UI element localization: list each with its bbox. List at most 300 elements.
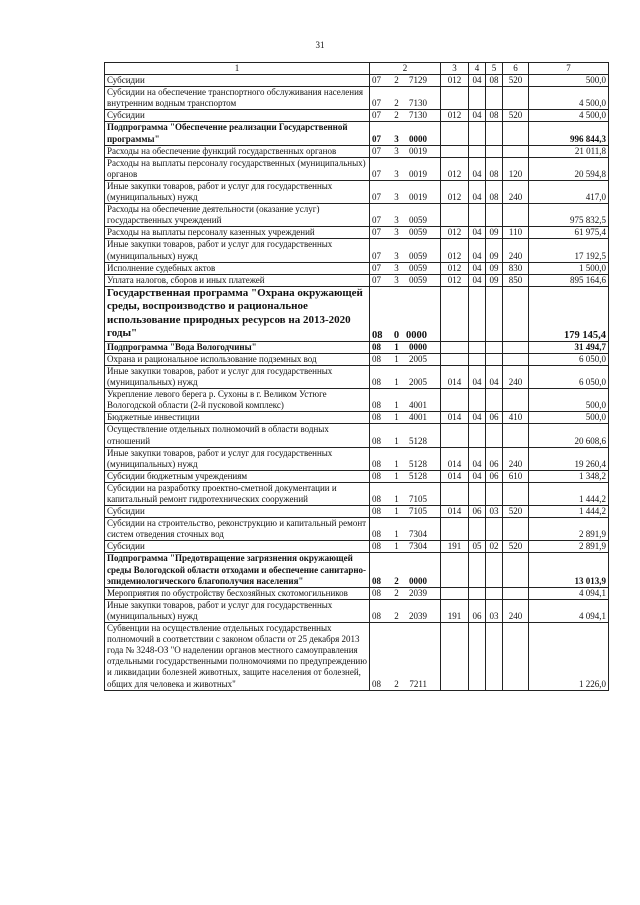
row-vid: [503, 553, 529, 587]
code-item: 0019: [409, 192, 427, 203]
code-program: 08: [372, 400, 381, 411]
table-row: [105, 157, 609, 180]
table-row: [105, 412, 609, 424]
code-program: 07: [372, 215, 381, 226]
code-item: 2005: [409, 353, 427, 364]
row-rz: 04: [469, 180, 486, 203]
table-row: [105, 75, 609, 87]
code-program: 07: [372, 133, 381, 144]
code-item: 0059: [409, 274, 427, 285]
code-program: 07: [372, 274, 381, 285]
row-name: Подпрограмма "Предотвращение загрязнения окружающей среды Вологодской области отходами и обеспечение санитарно-эпидемиологического благополучия населения": [105, 553, 370, 587]
code-item: 2039: [409, 587, 427, 598]
row-name: Охрана и рациональное использование подземных вод: [105, 353, 370, 365]
row-vid: [503, 145, 529, 157]
row-pr: [486, 122, 503, 145]
row-sum: 2 891,9: [529, 518, 609, 541]
table-row: [105, 553, 609, 587]
row-name: Государственная программа "Охрана окружающей среды, воспроизводство и рациональное использование природных ресурсов на 2013-2020 годы": [105, 286, 370, 341]
row-pr: 08: [486, 180, 503, 203]
table-row: [105, 518, 609, 541]
row-rz: 04: [469, 412, 486, 424]
row-vr: 012: [441, 157, 469, 180]
table-row: [105, 587, 609, 599]
code-item: 5128: [409, 435, 427, 446]
code-subprogram: 1: [394, 341, 399, 352]
row-pr: 08: [486, 75, 503, 87]
row-sum: 500,0: [529, 389, 609, 412]
row-sum: 1 226,0: [529, 623, 609, 691]
row-vid: 410: [503, 412, 529, 424]
row-pr: 06: [486, 470, 503, 482]
code-subprogram: 3: [394, 262, 399, 273]
code-subprogram: 2: [394, 75, 399, 86]
row-pr: [486, 518, 503, 541]
row-pr: [486, 353, 503, 365]
row-pr: 09: [486, 227, 503, 239]
code-subprogram: 2: [394, 575, 399, 586]
table-row: [105, 227, 609, 239]
table-body: [105, 75, 609, 691]
row-name: Иные закупки товаров, работ и услуг для государственных (муниципальных) нужд: [105, 447, 370, 470]
row-rz: [469, 587, 486, 599]
row-sum: 61 975,4: [529, 227, 609, 239]
row-pr: 08: [486, 110, 503, 122]
row-sum: 20 594,8: [529, 157, 609, 180]
row-vid: [503, 482, 529, 505]
code-program: 08: [372, 610, 381, 621]
code-item: 4001: [409, 400, 427, 411]
row-code: [370, 599, 441, 622]
table-row: [105, 447, 609, 470]
row-vid: 240: [503, 599, 529, 622]
code-program: 08: [372, 470, 381, 481]
row-vr: [441, 145, 469, 157]
row-code: [370, 470, 441, 482]
row-vr: [441, 587, 469, 599]
code-program: 08: [372, 435, 381, 446]
code-item: 5128: [409, 458, 427, 469]
row-code: [370, 353, 441, 365]
row-vid: [503, 623, 529, 691]
code-item: 0059: [409, 227, 427, 238]
column-header: 5: [486, 63, 503, 75]
code-program: 08: [372, 575, 381, 586]
table-row: [105, 341, 609, 353]
code-item: 7105: [409, 494, 427, 504]
table-row: [105, 506, 609, 518]
table-row: [105, 110, 609, 122]
row-code: [370, 447, 441, 470]
code-program: 07: [372, 192, 381, 203]
code-subprogram: 3: [394, 145, 399, 156]
row-sum: 21 011,8: [529, 145, 609, 157]
row-sum: 4 500,0: [529, 110, 609, 122]
row-code: [370, 587, 441, 599]
row-name: Субсидии: [105, 75, 370, 87]
row-pr: [486, 424, 503, 447]
row-sum: 1 444,2: [529, 506, 609, 518]
row-name: Подпрограмма "Обеспечение реализации Государственной программы": [105, 122, 370, 145]
row-code: [370, 412, 441, 424]
row-vid: 520: [503, 110, 529, 122]
row-rz: 04: [469, 447, 486, 470]
row-vid: [503, 424, 529, 447]
row-rz: [469, 145, 486, 157]
row-rz: 05: [469, 541, 486, 553]
row-name: Иные закупки товаров, работ и услуг для государственных (муниципальных) нужд: [105, 239, 370, 262]
code-program: 07: [372, 168, 381, 179]
table-row: [105, 239, 609, 262]
row-vid: [503, 587, 529, 599]
row-vr: [441, 87, 469, 110]
row-pr: 08: [486, 157, 503, 180]
row-sum: 500,0: [529, 75, 609, 87]
row-vr: [441, 353, 469, 365]
code-subprogram: 2: [394, 110, 399, 121]
row-rz: 04: [469, 110, 486, 122]
row-code: [370, 110, 441, 122]
row-vr: [441, 389, 469, 412]
row-rz: [469, 518, 486, 541]
code-subprogram: 1: [394, 529, 399, 540]
row-vr: 014: [441, 470, 469, 482]
code-item: 0019: [409, 168, 427, 179]
row-vid: 240: [503, 365, 529, 388]
row-pr: [486, 553, 503, 587]
code-subprogram: 1: [394, 435, 399, 446]
code-subprogram: 1: [394, 400, 399, 411]
row-vr: 014: [441, 365, 469, 388]
row-vid: [503, 518, 529, 541]
row-rz: [469, 122, 486, 145]
row-vid: 850: [503, 274, 529, 286]
row-sum: 4 500,0: [529, 87, 609, 110]
row-vid: [503, 389, 529, 412]
table-row: [105, 541, 609, 553]
row-code: [370, 75, 441, 87]
table-row: [105, 389, 609, 412]
row-name: Мероприятия по обустройству бесхозяйных скотомогильников: [105, 587, 370, 599]
row-vr: 191: [441, 541, 469, 553]
row-sum: 6 050,0: [529, 365, 609, 388]
code-subprogram: 1: [394, 494, 399, 504]
code-item: 7304: [409, 529, 427, 540]
table-row: [105, 87, 609, 110]
row-sum: 17 192,5: [529, 239, 609, 262]
row-pr: 09: [486, 239, 503, 262]
code-subprogram: 1: [394, 541, 399, 552]
table-row: [105, 482, 609, 505]
row-vr: [441, 623, 469, 691]
row-vr: [441, 518, 469, 541]
code-program: 08: [372, 377, 381, 388]
row-pr: 09: [486, 262, 503, 274]
row-vr: 012: [441, 262, 469, 274]
code-program: 08: [372, 494, 381, 504]
row-sum: 500,0: [529, 412, 609, 424]
row-vr: 012: [441, 180, 469, 203]
code-program: 07: [372, 250, 381, 261]
row-name: Укрепление левого берега р. Сухоны в г. Великом Устюге Вологодской области (2-й пусковой комплекс): [105, 389, 370, 412]
code-program: 07: [372, 145, 381, 156]
row-name: Расходы на выплаты персоналу казенных учреждений: [105, 227, 370, 239]
row-sum: 996 844,3: [529, 122, 609, 145]
table-row: [105, 599, 609, 622]
row-sum: 417,0: [529, 180, 609, 203]
row-rz: 04: [469, 470, 486, 482]
row-name: Субсидии на строительство, реконструкцию и капитальный ремонт систем отведения сточных вод: [105, 518, 370, 541]
row-name: Субсидии: [105, 506, 370, 518]
code-program: 08: [372, 329, 383, 341]
row-rz: [469, 553, 486, 587]
row-pr: 04: [486, 365, 503, 388]
code-item: 0000: [409, 341, 427, 352]
row-rz: 04: [469, 274, 486, 286]
code-program: 07: [372, 98, 381, 109]
row-rz: [469, 87, 486, 110]
row-vid: [503, 341, 529, 353]
column-header: 1: [105, 63, 370, 75]
code-program: 08: [372, 353, 381, 364]
row-rz: [469, 389, 486, 412]
row-pr: [486, 341, 503, 353]
row-rz: [469, 623, 486, 691]
table-row: [105, 365, 609, 388]
row-rz: [469, 286, 486, 341]
row-pr: [486, 286, 503, 341]
row-vid: 610: [503, 470, 529, 482]
row-rz: [469, 204, 486, 227]
row-vr: 014: [441, 412, 469, 424]
code-item: 5128: [409, 470, 427, 481]
code-item: 4001: [409, 412, 427, 423]
row-vid: 120: [503, 157, 529, 180]
row-pr: [486, 145, 503, 157]
row-code: [370, 482, 441, 505]
row-sum: 2 891,9: [529, 541, 609, 553]
row-pr: 09: [486, 274, 503, 286]
row-sum: 4 094,1: [529, 587, 609, 599]
code-subprogram: 2: [394, 98, 399, 109]
row-vr: 014: [441, 506, 469, 518]
code-program: 07: [372, 110, 381, 121]
row-code: [370, 227, 441, 239]
code-subprogram: 3: [394, 168, 399, 179]
row-pr: 03: [486, 506, 503, 518]
table-row: [105, 424, 609, 447]
row-code: [370, 541, 441, 553]
row-rz: [469, 353, 486, 365]
code-subprogram: 1: [394, 377, 399, 388]
code-subprogram: 3: [394, 133, 399, 144]
table-header: [105, 63, 609, 75]
row-rz: 04: [469, 262, 486, 274]
code-item: 7211: [409, 678, 427, 689]
row-pr: 06: [486, 412, 503, 424]
column-header: 4: [469, 63, 486, 75]
row-pr: [486, 389, 503, 412]
row-code: [370, 274, 441, 286]
row-name: Расходы на обеспечение деятельности (оказание услуг) государственных учреждений: [105, 204, 370, 227]
row-name: Иные закупки товаров, работ и услуг для государственных (муниципальных) нужд: [105, 365, 370, 388]
row-name: Расходы на обеспечение функций государственных органов: [105, 145, 370, 157]
code-program: 08: [372, 529, 381, 540]
column-header: 2: [370, 63, 441, 75]
row-name: Субвенции на осуществление отдельных государственных полномочий в соответствии с законом области от 25 декабря 2013 года № 3248-ОЗ "О наделении органов местного самоуправления отдельными государственными полномочиями по предупреждению и ликвидации болезней животных, защите населения от болезней, общих для человека и животных": [105, 623, 370, 691]
row-sum: 31 494,7: [529, 341, 609, 353]
row-name: Субсидии: [105, 110, 370, 122]
row-pr: [486, 623, 503, 691]
row-sum: 975 832,5: [529, 204, 609, 227]
row-code: [370, 157, 441, 180]
code-item: 0019: [409, 145, 427, 156]
code-subprogram: 3: [394, 274, 399, 285]
code-subprogram: 1: [394, 458, 399, 469]
code-subprogram: 1: [394, 506, 399, 517]
row-code: [370, 262, 441, 274]
column-header: 7: [529, 63, 609, 75]
code-program: 08: [372, 506, 381, 517]
code-program: 08: [372, 458, 381, 469]
row-name: Расходы на выплаты персоналу государственных (муниципальных) органов: [105, 157, 370, 180]
row-rz: 04: [469, 227, 486, 239]
code-item: 7130: [409, 110, 427, 121]
row-name: Бюджетные инвестиции: [105, 412, 370, 424]
code-subprogram: 3: [394, 250, 399, 261]
code-item: 0000: [409, 575, 427, 586]
row-rz: [469, 424, 486, 447]
code-item: 2039: [409, 610, 427, 621]
table-row: [105, 623, 609, 691]
row-code: [370, 365, 441, 388]
table-row: [105, 262, 609, 274]
row-name: Подпрограмма "Вода Вологодчины": [105, 341, 370, 353]
row-rz: 04: [469, 365, 486, 388]
row-rz: [469, 341, 486, 353]
table-row: [105, 286, 609, 341]
row-name: Субсидии на разработку проектно-сметной документации и капитальный ремонт гидротехнических сооружений: [105, 482, 370, 505]
row-vr: 191: [441, 599, 469, 622]
code-item: 0000: [406, 329, 427, 341]
row-name: Исполнение судебных актов: [105, 262, 370, 274]
code-subprogram: 1: [394, 412, 399, 423]
row-vr: 014: [441, 447, 469, 470]
row-sum: 1 500,0: [529, 262, 609, 274]
row-vr: 012: [441, 227, 469, 239]
row-rz: [469, 482, 486, 505]
table-row: [105, 353, 609, 365]
row-sum: 6 050,0: [529, 353, 609, 365]
row-sum: 4 094,1: [529, 599, 609, 622]
row-vr: [441, 482, 469, 505]
code-subprogram: 1: [394, 470, 399, 481]
code-item: 0059: [409, 262, 427, 273]
row-name: Иные закупки товаров, работ и услуг для государственных (муниципальных) нужд: [105, 599, 370, 622]
row-sum: 13 013,9: [529, 553, 609, 587]
row-vid: [503, 286, 529, 341]
code-item: 0059: [409, 250, 427, 261]
row-name: Субсидии: [105, 541, 370, 553]
code-item: 7105: [409, 506, 427, 517]
row-vid: 110: [503, 227, 529, 239]
row-sum: 20 608,6: [529, 424, 609, 447]
row-code: [370, 553, 441, 587]
code-program: 07: [372, 227, 381, 238]
row-sum: 179 145,4: [529, 286, 609, 341]
code-subprogram: 2: [394, 610, 399, 621]
code-item: 2005: [409, 377, 427, 388]
row-rz: 06: [469, 599, 486, 622]
row-vr: [441, 122, 469, 145]
table-row: [105, 122, 609, 145]
row-vid: 240: [503, 239, 529, 262]
row-rz: 06: [469, 506, 486, 518]
row-vr: [441, 424, 469, 447]
row-vr: 012: [441, 239, 469, 262]
row-vr: [441, 553, 469, 587]
row-vid: [503, 87, 529, 110]
row-rz: 04: [469, 239, 486, 262]
row-rz: 04: [469, 157, 486, 180]
row-code: [370, 506, 441, 518]
code-item: 7130: [409, 98, 427, 109]
row-rz: 04: [469, 75, 486, 87]
row-code: [370, 341, 441, 353]
code-program: 08: [372, 541, 381, 552]
code-program: 08: [372, 678, 381, 689]
code-subprogram: 3: [394, 215, 399, 226]
row-pr: 03: [486, 599, 503, 622]
row-vr: 012: [441, 75, 469, 87]
column-header: 3: [441, 63, 469, 75]
row-vid: 240: [503, 180, 529, 203]
row-code: [370, 623, 441, 691]
row-pr: 02: [486, 541, 503, 553]
row-pr: [486, 587, 503, 599]
code-subprogram: 2: [394, 678, 399, 689]
column-number-row: [105, 63, 609, 75]
code-item: 0059: [409, 215, 427, 226]
row-vid: 520: [503, 541, 529, 553]
row-vr: [441, 204, 469, 227]
row-code: [370, 145, 441, 157]
code-item: 7129: [409, 75, 427, 86]
code-subprogram: 1: [394, 353, 399, 364]
row-vr: [441, 286, 469, 341]
row-vid: [503, 122, 529, 145]
row-vid: 520: [503, 506, 529, 518]
row-pr: 06: [486, 447, 503, 470]
table-row: [105, 145, 609, 157]
row-pr: [486, 204, 503, 227]
table-row: [105, 470, 609, 482]
row-vid: [503, 353, 529, 365]
code-program: 08: [372, 587, 381, 598]
row-name: Субсидии бюджетным учреждениям: [105, 470, 370, 482]
row-vid: [503, 204, 529, 227]
table-row: [105, 274, 609, 286]
row-sum: 19 260,4: [529, 447, 609, 470]
row-code: [370, 180, 441, 203]
code-item: 7304: [409, 541, 427, 552]
code-subprogram: 2: [394, 587, 399, 598]
row-sum: 895 164,6: [529, 274, 609, 286]
page-number: 31: [315, 40, 325, 50]
row-sum: 1 444,2: [529, 482, 609, 505]
row-name: Субсидии на обеспечение транспортного обслуживания населения внутренним водным транспортом: [105, 87, 370, 110]
row-code: [370, 286, 441, 341]
